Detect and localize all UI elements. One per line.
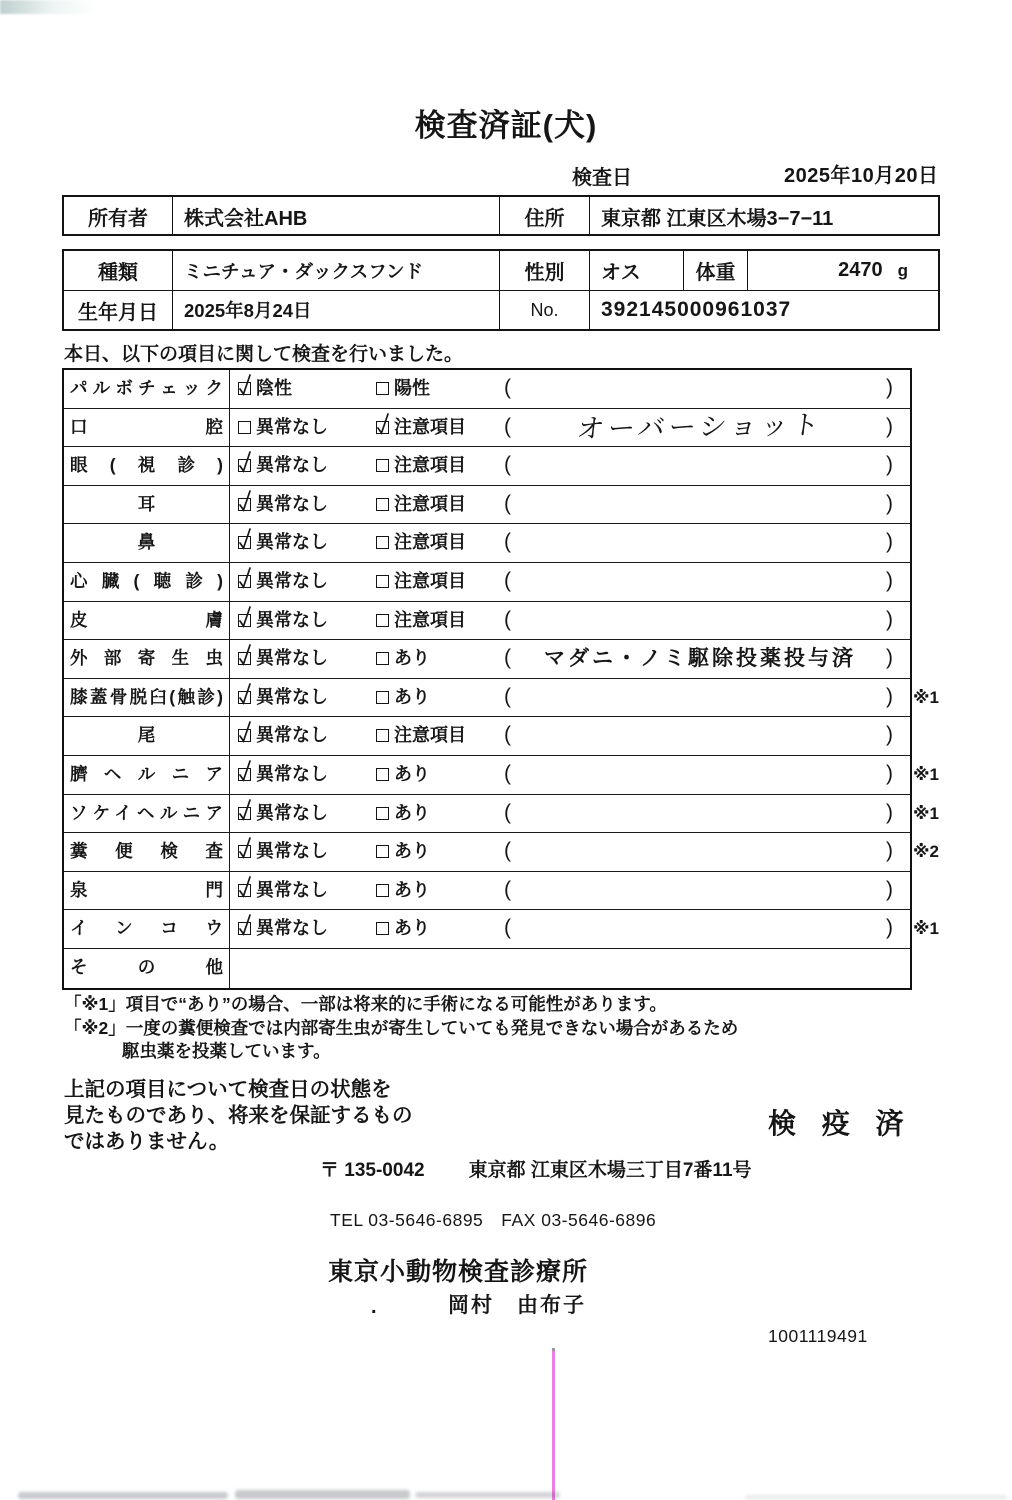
option2-label: 注意項目 — [394, 609, 466, 630]
exam-item-label: 耳 — [64, 486, 230, 524]
checkbox-option2 — [376, 845, 389, 858]
exam-item-label: 臍ヘルニア — [64, 756, 230, 794]
exam-row — [64, 872, 910, 911]
exam-row-content — [230, 409, 910, 447]
checkbox-option1 — [238, 845, 251, 858]
weight-value-cell — [747, 251, 938, 290]
owner-label: 所有者 — [88, 208, 148, 230]
owner-value: 株式会社AHB — [172, 197, 499, 236]
exam-row-content — [230, 640, 910, 678]
checkbox-option2 — [376, 768, 389, 781]
checkbox-option1 — [238, 498, 251, 511]
paren-close: ) — [886, 877, 893, 901]
breed-value: ミニチュア・ダックスフンド — [172, 251, 499, 290]
exam-item-label: 口腔 — [64, 409, 230, 447]
footnote-2-line2: 駆虫薬を投薬しています。 — [122, 1041, 331, 1061]
checkbox-option1 — [238, 768, 251, 781]
paren-open: ( — [504, 646, 511, 670]
option2-label: 注意項目 — [394, 493, 466, 514]
scan-pink-line — [552, 1351, 555, 1500]
checkbox-option2 — [376, 652, 389, 665]
paren-close: ) — [886, 916, 893, 940]
checkbox-option1 — [238, 652, 251, 665]
option1-label: 異常なし — [256, 879, 328, 900]
option1-label: 異常なし — [256, 493, 328, 514]
paren-close: ) — [886, 839, 893, 863]
option1-label: 陰性 — [256, 378, 292, 398]
checkbox-option2 — [376, 922, 389, 935]
quarantine-done-text: 検 疫 済 — [768, 1108, 913, 1139]
disclaimer-line1: 上記の項目について検査日の状態を — [64, 1078, 392, 1101]
checkbox-option2 — [376, 536, 389, 549]
checkbox-option1 — [238, 691, 251, 704]
option1-label: 異常なし — [256, 841, 328, 862]
checkbox-option2 — [376, 498, 389, 511]
paren-close: ) — [886, 684, 893, 708]
option2-label: 注意項目 — [394, 725, 466, 746]
clinic-tel-fax: TEL 03-5646-6895 FAX 03-5646-6896 — [330, 1210, 657, 1230]
scan-smudge-bottom — [415, 1492, 560, 1498]
birthdate-value: 2025年8月24日 — [172, 291, 499, 329]
exam-row — [64, 602, 910, 641]
exam-row — [64, 563, 910, 602]
handwritten-check-icon — [237, 921, 251, 935]
clinic-address: 東京都 江東区木場三丁目7番11号 — [468, 1160, 752, 1181]
exam-row — [64, 370, 910, 409]
exam-row — [64, 679, 939, 718]
exam-item-label: 鼻 — [64, 524, 230, 562]
signature-dot: . — [371, 1296, 377, 1318]
footnote-ref: ※1 — [913, 803, 939, 823]
handwritten-check-icon — [237, 806, 251, 820]
checkbox-option1 — [238, 614, 251, 627]
exam-row — [64, 795, 939, 834]
veterinarian-name: 岡村 由布子 — [448, 1294, 586, 1317]
exam-row-content — [230, 679, 910, 717]
owner-row — [64, 197, 938, 236]
birthdate-row — [64, 291, 938, 329]
exam-row-content — [230, 717, 910, 755]
checkbox-option1 — [238, 884, 251, 897]
handwritten-check-icon — [237, 458, 251, 472]
scan-smudge-top-left — [0, 0, 96, 14]
option1-label: 異常なし — [256, 725, 328, 746]
exam-row-content — [230, 486, 910, 524]
checkbox-option1 — [238, 807, 251, 820]
exam-note: オーバーショット — [575, 409, 825, 444]
option2-label: あり — [394, 648, 430, 669]
paren-open: ( — [504, 723, 511, 747]
exam-row-content — [230, 563, 910, 601]
breed-row — [64, 251, 938, 291]
exam-row-content — [230, 447, 910, 485]
paren-close: ) — [886, 800, 893, 824]
footnote-ref: ※1 — [913, 687, 939, 707]
exam-note: マダニ・ノミ駆除投薬投与済 — [544, 647, 856, 671]
owner-info-table — [62, 195, 940, 236]
exam-row-content — [230, 602, 910, 640]
option1-label: 異常なし — [256, 570, 328, 591]
exam-table — [62, 368, 939, 990]
disclaimer-line3: ではありません。 — [64, 1130, 230, 1153]
checkbox-option1 — [238, 382, 251, 395]
checkbox-option1 — [238, 575, 251, 588]
paren-open: ( — [504, 491, 511, 515]
postal-code: 〒 135-0042 — [320, 1160, 425, 1181]
weight-value: 2470 — [838, 259, 883, 281]
scan-smudge-bottom — [235, 1490, 410, 1499]
paren-open: ( — [504, 607, 511, 631]
paren-close: ) — [886, 491, 893, 515]
checkbox-option2 — [376, 575, 389, 588]
checkbox-option2 — [376, 807, 389, 820]
document-title: 検査済証(犬) — [414, 108, 598, 143]
checkbox-option2 — [376, 729, 389, 742]
inspection-date-label: 検査日 — [572, 167, 632, 189]
paren-open: ( — [504, 877, 511, 901]
option1-label: 異常なし — [256, 455, 328, 476]
paren-open: ( — [504, 684, 511, 708]
exam-row-content — [230, 795, 910, 833]
paren-open: ( — [504, 530, 511, 554]
animal-info-table — [62, 249, 940, 331]
checkbox-option2 — [376, 421, 389, 434]
checkbox-option1 — [238, 729, 251, 742]
paren-open: ( — [504, 414, 511, 438]
option2-label: あり — [394, 879, 430, 900]
option2-label: 注意項目 — [394, 455, 466, 476]
paren-open: ( — [504, 839, 511, 863]
serial-number: 1001119491 — [768, 1326, 868, 1346]
footnote-ref: ※1 — [913, 919, 939, 939]
footnote-ref: ※2 — [913, 842, 939, 862]
handwritten-check-icon — [237, 535, 251, 549]
exam-row — [64, 910, 939, 949]
exam-item-label: 皮膚 — [64, 602, 230, 640]
option1-label: 異常なし — [256, 609, 328, 630]
checkbox-option1 — [238, 421, 251, 434]
option2-label: あり — [394, 763, 430, 784]
handwritten-check-icon — [237, 728, 251, 742]
handwritten-check-icon — [237, 690, 251, 704]
exam-row — [64, 524, 910, 563]
paren-open: ( — [504, 568, 511, 592]
option2-label: あり — [394, 686, 430, 707]
checkbox-option2 — [376, 884, 389, 897]
paren-close: ) — [886, 453, 893, 477]
address-value: 東京都 江東区木場3−7−11 — [589, 197, 938, 236]
paren-close: ) — [886, 646, 893, 670]
handwritten-check-icon — [237, 613, 251, 627]
weight-label: 体重 — [683, 251, 747, 290]
exam-row — [64, 409, 910, 448]
paren-close: ) — [886, 607, 893, 631]
exam-row — [64, 833, 939, 872]
option2-label: あり — [394, 841, 430, 862]
checkbox-option2 — [376, 614, 389, 627]
address-label: 住所 — [499, 197, 589, 236]
paren-close: ) — [886, 530, 893, 554]
option2-label: 注意項目 — [394, 532, 466, 553]
option1-label: 異常なし — [256, 918, 328, 939]
exam-item-label: インコウ — [64, 910, 230, 948]
option1-label: 異常なし — [256, 686, 328, 707]
birthdate-label: 生年月日 — [78, 301, 158, 324]
weight-unit: g — [897, 260, 908, 280]
option2-label: あり — [394, 918, 430, 939]
exam-row — [64, 717, 910, 756]
paren-close: ) — [886, 723, 893, 747]
exam-row-content — [230, 370, 910, 408]
handwritten-check-icon — [237, 883, 251, 897]
exam-item-label: パルボチェック — [64, 370, 230, 408]
exam-item-label: その他 — [64, 949, 230, 988]
exam-item-label: 糞便検査 — [64, 833, 230, 871]
handwritten-check-icon — [237, 767, 251, 781]
paren-close: ) — [886, 761, 893, 785]
paren-open: ( — [504, 376, 511, 399]
checkbox-option1 — [238, 922, 251, 935]
disclaimer-line2: 見たものであり、将来を保証するもの — [64, 1104, 413, 1127]
scan-smudge-bottom — [745, 1495, 1007, 1500]
exam-item-label: 尾 — [64, 717, 230, 755]
paren-open: ( — [504, 916, 511, 940]
exam-row — [64, 486, 910, 525]
no-value: 392145000961037 — [589, 291, 938, 329]
checkbox-option2 — [376, 459, 389, 472]
handwritten-check-icon — [237, 497, 251, 511]
sex-label: 性別 — [499, 251, 589, 290]
option1-label: 異常なし — [256, 648, 328, 669]
no-label: No. — [499, 291, 589, 329]
option2-label: 陽性 — [394, 378, 430, 398]
exam-row — [64, 756, 939, 795]
handwritten-check-icon — [237, 574, 251, 588]
checkbox-option2 — [376, 691, 389, 704]
exam-row — [64, 640, 910, 679]
exam-item-label: 眼(視診) — [64, 447, 230, 485]
exam-row-content — [230, 756, 910, 794]
exam-row-content — [230, 524, 910, 562]
exam-item-label: 外部寄生虫 — [64, 640, 230, 678]
paren-close: ) — [886, 568, 893, 592]
footnote-ref: ※1 — [913, 764, 939, 784]
option1-label: 異常なし — [256, 532, 328, 553]
checkbox-option1 — [238, 459, 251, 472]
inspection-date-value: 2025年10月20日 — [784, 165, 939, 187]
clinic-name: 東京小動物検査診療所 — [328, 1258, 589, 1286]
option1-label: 異常なし — [256, 416, 328, 437]
option1-label: 異常なし — [256, 763, 328, 784]
handwritten-check-icon — [237, 844, 251, 858]
handwritten-check-icon — [237, 381, 251, 395]
option2-label: あり — [394, 802, 430, 823]
footnote-1: 「※1」項目で“あり”の場合、一部は将来的に手術になる可能性があります。 — [64, 994, 667, 1014]
paren-open: ( — [504, 761, 511, 785]
exam-item-label: ソケイヘルニア — [64, 795, 230, 833]
footnote-2-line1: 「※2」一度の糞便検査では内部寄生虫が寄生していても発見できない場合があるため — [64, 1018, 739, 1038]
exam-row-content — [230, 833, 910, 871]
exam-row — [64, 447, 910, 486]
exam-item-label: 膝蓋骨脱臼(触診) — [64, 679, 230, 717]
sex-value: オス — [589, 251, 683, 290]
handwritten-check-icon — [237, 651, 251, 665]
clinic-postal-address — [320, 1155, 752, 1182]
exam-row — [64, 949, 910, 988]
option1-label: 異常なし — [256, 802, 328, 823]
handwritten-check-icon — [375, 420, 389, 434]
checkbox-option1 — [238, 536, 251, 549]
exam-item-label: 泉門 — [64, 872, 230, 910]
scan-smudge-bottom — [18, 1492, 228, 1499]
exam-row-content — [230, 872, 910, 910]
option2-label: 注意項目 — [394, 416, 466, 437]
paren-close: ) — [886, 376, 893, 399]
intro-sentence: 本日、以下の項目に関して検査を行いました。 — [64, 344, 464, 365]
exam-row-content — [230, 910, 910, 948]
paren-close: ) — [886, 414, 893, 438]
paren-open: ( — [504, 453, 511, 477]
exam-row-content — [230, 949, 910, 988]
option2-label: 注意項目 — [394, 570, 466, 591]
breed-label: 種類 — [98, 262, 138, 284]
checkbox-option2 — [376, 382, 389, 395]
paren-open: ( — [504, 800, 511, 824]
exam-item-label: 心臓(聴診) — [64, 563, 230, 601]
